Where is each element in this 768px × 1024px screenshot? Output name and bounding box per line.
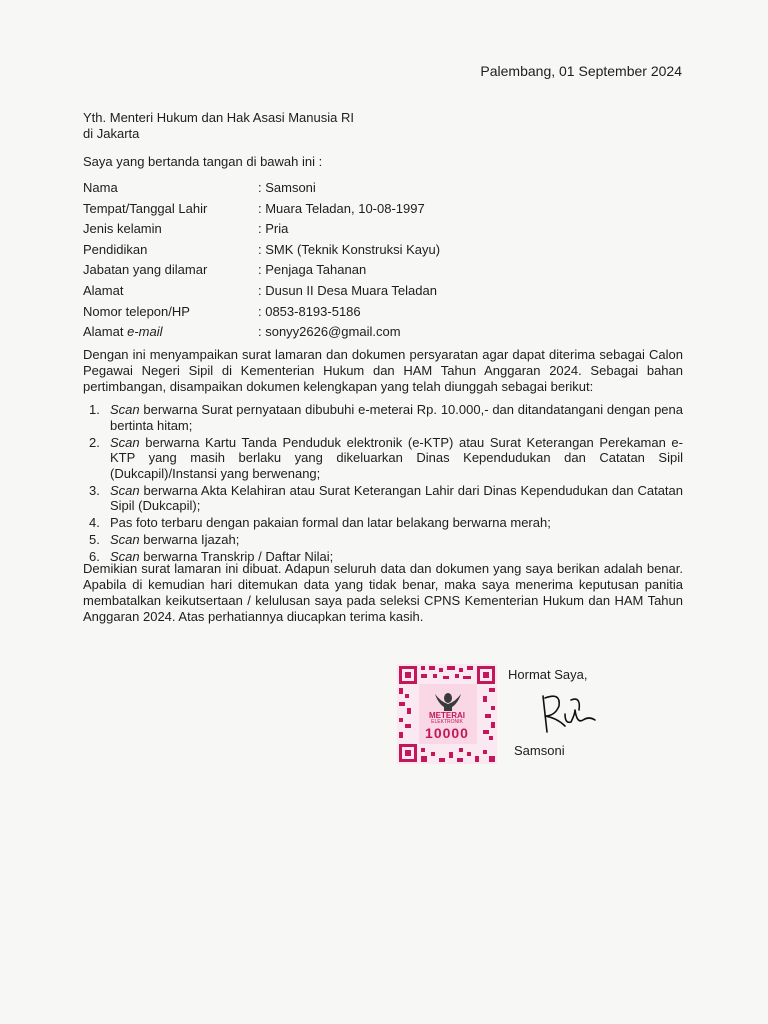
signer-name: Samsoni	[514, 743, 565, 758]
list-number: 3.	[89, 482, 100, 498]
place-date: Palembang, 01 September 2024	[480, 63, 682, 79]
field-label-plain: Alamat	[83, 324, 128, 340]
field-value: : 0853-8193-5186	[258, 303, 361, 319]
list-item-text: berwarna Kartu Tanda Penduduk elektronik (e-KTP) atau Surat Keterangan Perekaman e-KTP yang masih berlaku yang dikeluarkan Dinas Kependudukan dan Catatan Sipil (Dukcapil)/Instansi yang berwenang;	[110, 434, 683, 481]
paragraph-intro: Dengan ini menyampaikan surat lamaran dan dokumen persyaratan agar dapat diterima sebagai Calon Pegawai Negeri Sipil di Kementerian Hukum dan HAM Tahun Anggaran 2024. Sebagai bahan pertimbangan, disampaikan dokumen kelengkapan yang telah diunggah sebagai berikut:	[83, 347, 683, 394]
field-row-education	[83, 240, 583, 261]
field-label: Nomor telepon/HP	[83, 303, 190, 319]
field-row-gender	[83, 219, 583, 240]
list-item-italic: Scan	[110, 402, 140, 417]
document-list	[83, 402, 683, 566]
stamp-sublabel: ELEKTRONIK	[431, 719, 463, 725]
list-item	[83, 402, 683, 433]
field-label: Alamat	[83, 282, 124, 298]
list-item-text: berwarna Akta Kelahiran atau Surat Keterangan Lahir dari Dinas Kependudukan dan Catatan Sipil (Dukcapil);	[110, 482, 683, 514]
field-label-italic: e-mail	[127, 324, 163, 340]
recipient-line-1: Yth. Menteri Hukum dan Hak Asasi Manusia RI	[83, 110, 354, 125]
field-value: : Samsoni	[258, 180, 316, 195]
field-value: : SMK (Teknik Konstruksi Kayu)	[258, 241, 441, 257]
field-value: : Muara Teladan, 10-08-1997	[258, 200, 425, 216]
list-item-italic: Scan	[110, 434, 140, 450]
paragraph-closing: Demikian surat lamaran ini dibuat. Adapun seluruh data dan dokumen yang saya berikan adalah benar. Apabila di kemudian hari ditemukan data yang tidak benar, maka saya menerima keputusan panitia membatalkan keikutsertaan / kelulusan saya pada seleksi CPNS Kementerian Hukum dan HAM Tahun Anggaran 2024. Atas perhatiannya diucapkan terima kasih.	[83, 561, 683, 624]
field-label: Pendidikan	[83, 241, 148, 257]
list-item-text: berwarna Transkrip / Daftar Nilai;	[139, 549, 334, 565]
signature-icon	[535, 688, 599, 738]
recipient-line-2: di Jakarta	[83, 126, 140, 141]
stamp-label: METERAI	[429, 711, 465, 720]
closing-salutation: Hormat Saya,	[508, 667, 588, 682]
applicant-fields	[83, 178, 583, 343]
field-value: : Dusun II Desa Muara Teladan	[258, 282, 437, 298]
list-item	[83, 483, 683, 514]
list-item-italic: Scan	[110, 532, 140, 548]
list-item	[83, 532, 683, 548]
e-meterai-stamp	[397, 664, 497, 764]
list-item-text: berwarna Ijazah;	[139, 532, 240, 548]
field-value: : Pria	[258, 221, 289, 237]
stamp-amount: 10000	[425, 725, 469, 741]
list-number: 1.	[89, 402, 100, 417]
field-value: : Penjaga Tahanan	[258, 262, 367, 278]
list-item-italic: Scan	[110, 482, 140, 498]
field-row-name	[83, 178, 583, 199]
field-label: Tempat/Tanggal Lahir	[83, 200, 208, 216]
list-item	[83, 515, 683, 531]
list-item-italic: Scan	[110, 549, 140, 565]
list-number: 5.	[89, 532, 100, 548]
list-number: 4.	[89, 515, 100, 531]
recipient-address	[83, 110, 354, 142]
field-row-email	[83, 322, 583, 343]
list-item-text: berwarna Surat pernyataan dibubuhi e-meterai Rp. 10.000,- dan ditandatangani dengan pena bertinta hitam;	[110, 402, 683, 433]
field-value: : sonyy2626@gmail.com	[258, 324, 401, 340]
list-number: 2.	[89, 434, 100, 450]
field-row-position	[83, 260, 583, 281]
list-item-text: Pas foto terbaru dengan pakaian formal dan latar belakang berwarna merah;	[110, 515, 551, 531]
field-row-phone	[83, 302, 583, 323]
field-label: Jabatan yang dilamar	[83, 262, 208, 278]
field-label: Nama	[83, 180, 118, 195]
intro-text: Saya yang bertanda tangan di bawah ini :	[83, 154, 323, 169]
field-label	[83, 322, 162, 343]
field-label: Jenis kelamin	[83, 221, 162, 237]
field-row-address	[83, 281, 583, 302]
list-item	[83, 435, 683, 482]
field-row-birth	[83, 199, 583, 220]
list-number: 6.	[89, 549, 100, 565]
